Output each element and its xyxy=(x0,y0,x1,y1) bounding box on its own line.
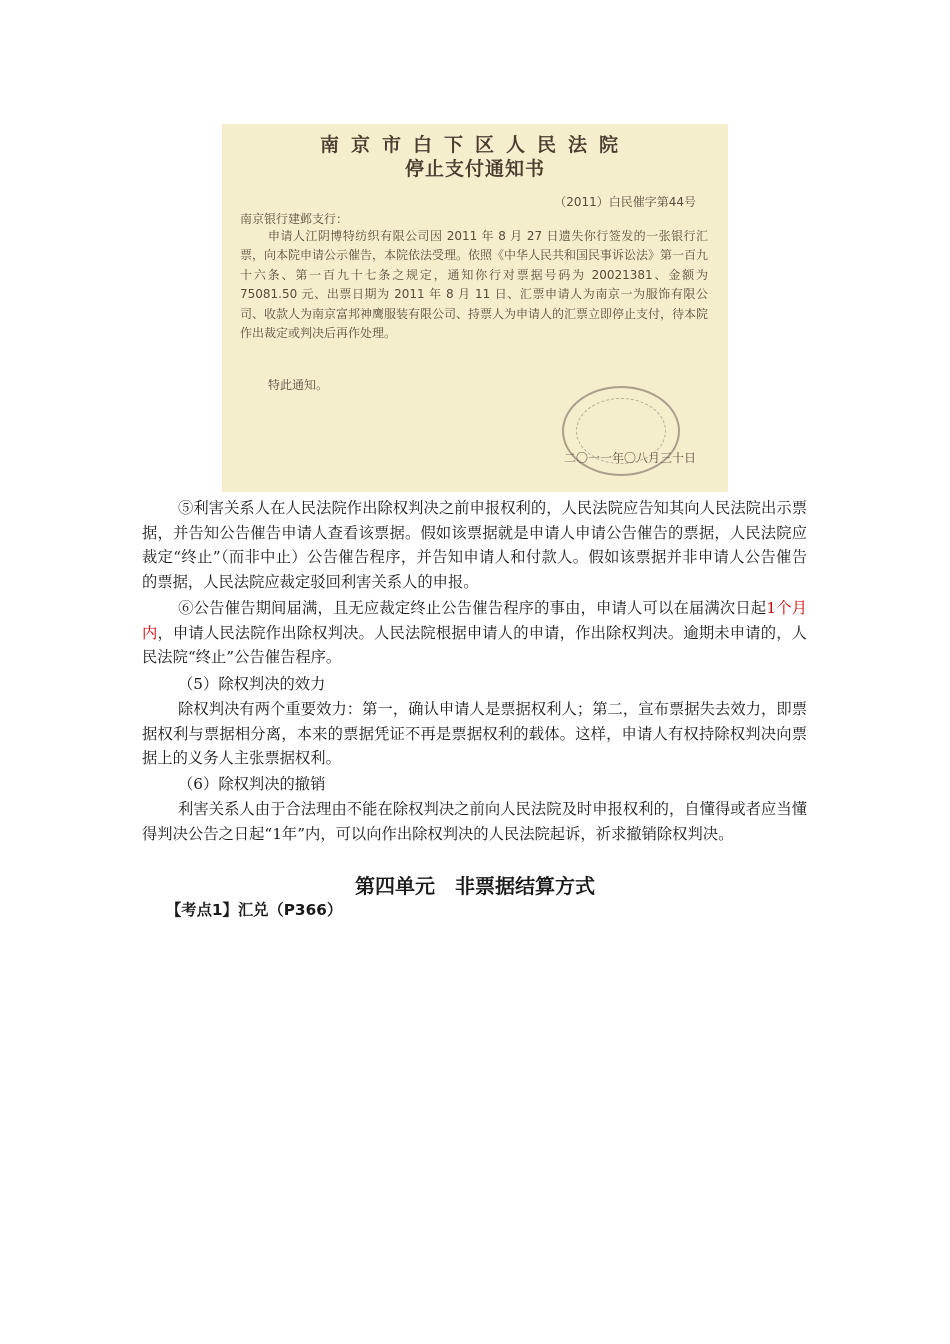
scan-court-name: 南京市白下区人民法院 xyxy=(319,134,630,156)
paragraph-5-text: ⑤利害关系人在人民法院作出除权判决之前申报权利的，人民法院应告知其向人民法院出示票据，并告知公告催告申请人查看该票据。假如该票据就是申请人申请公告催告的票据，人民法院应裁定“终止”（而非中止）公告催告程序，并告知申请人和付款人。假如该票据并非申请人公告催告的票据，人民法院应裁定驳回利害关系人的申报。 xyxy=(142,499,807,591)
paragraph-6-highlight: 1个月内 xyxy=(142,599,807,642)
paragraph-6-text-a: ⑥公告催告期间届满，且无应裁定终止公告催告程序的事由，申请人可以在届满次日起 xyxy=(178,599,767,617)
court-notice-scan xyxy=(222,124,728,492)
paragraph-revoke xyxy=(142,797,807,846)
section-heading-6: （6）除权判决的撤销 xyxy=(178,775,326,793)
scan-notice-title: 停止支付通知书 xyxy=(404,158,545,180)
unit-title: 第四单元 非票据结算方式 xyxy=(355,874,595,898)
scan-closing: 特此通知。 xyxy=(268,378,329,392)
scan-doc-number: （2011）白民催字第44号 xyxy=(554,195,696,209)
exam-point-heading: 【考点1】汇兑（P366） xyxy=(166,901,343,919)
scan-date: 二〇一一年〇八月三十日 xyxy=(563,451,696,465)
paragraph-6 xyxy=(142,596,807,670)
scan-addressee: 南京银行建邺支行： xyxy=(240,212,349,226)
section-heading-5: （5）除权判决的效力 xyxy=(178,675,326,693)
paragraph-effect-text: 除权判决有两个重要效力：第一，确认申请人是票据权利人；第二，宣布票据失去效力，即票据权利与票据相分离，本来的票据凭证不再是票据权利的载体。这样，申请人有权持除权判决向票据上的义务人主张票据权利。 xyxy=(142,700,807,768)
paragraph-revoke-text: 利害关系人由于合法理由不能在除权判决之前向人民法院及时申报权利的，自懂得或者应当懂得判决公告之日起“1年”内，可以向作出除权判决的人民法院起诉，祈求撤销除权判决。 xyxy=(142,800,807,843)
scan-body: 申请人江阴博特纺织有限公司因 2011 年 8 月 27 日遗失你行签发的一张银行汇票，向本院申请公示催告，本院依法受理。依照《中华人民共和国民事诉讼法》第一百九十六条、第一百九十七条之规定，通知你行对票据号码为 20021381、金额为 75081.50 元、出票日期为 2011 年 8 月 11 日、汇票申请人为南京一为服饰有限公司、收款人为南京富邦神鹰服装有限公司、持票人为申请人的汇票立即停止支付，待本院作出裁定或判决后再作处理。 xyxy=(240,229,709,341)
paragraph-6-text-b: ，申请人民法院作出除权判决。人民法院根据申请人的申请，作出除权判决。逾期未申请的，人民法院“终止”公告催告程序。 xyxy=(142,623,807,667)
paragraph-5 xyxy=(142,496,807,594)
paragraph-effect xyxy=(142,697,807,771)
